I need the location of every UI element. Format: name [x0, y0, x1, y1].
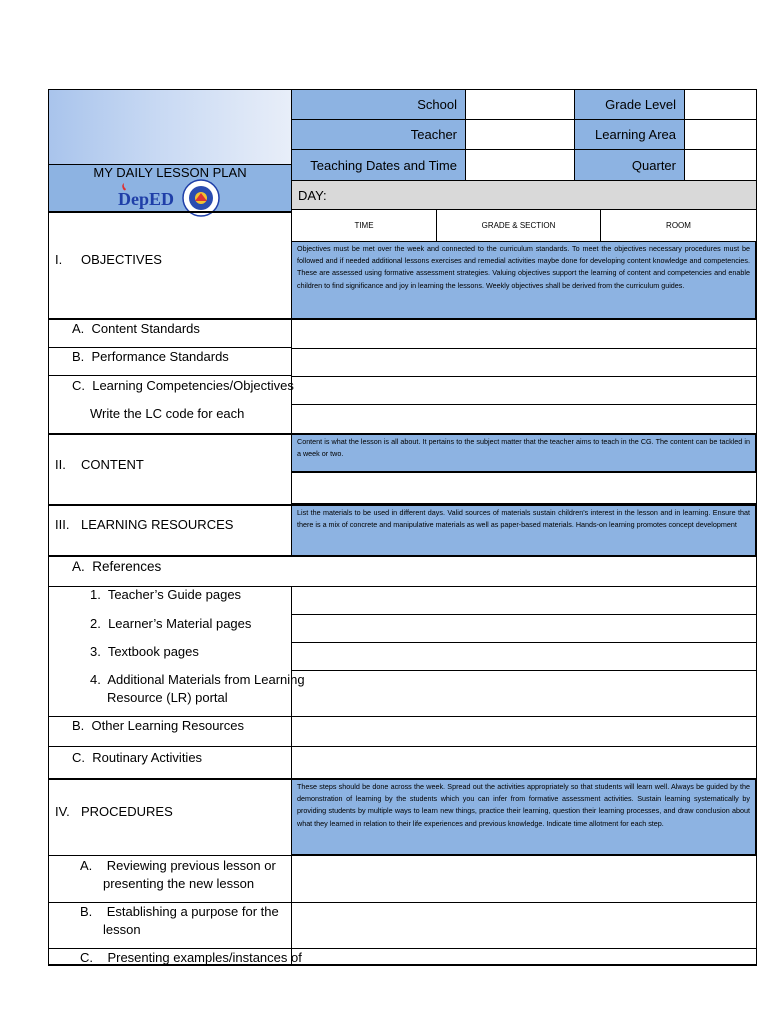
objectives-heading [55, 250, 162, 268]
proc-c-label-1: C. Presenting examples/instances of [80, 949, 302, 965]
content-standards-label: A. Content Standards [72, 320, 200, 336]
learners-material-input[interactable] [291, 614, 757, 643]
learning-area-label-text: Learning Area [595, 127, 676, 142]
objectives-label: OBJECTIVES [81, 251, 162, 267]
learning-area-input[interactable] [684, 119, 757, 150]
day-row [291, 180, 757, 210]
procedures-note: These steps should be done across the week. Spread out the activities appropriately so that students will learn well. Always be guided by the demonstration of learning by the students which you can infer from formative assessment activities. Sustain learning systematically by providing students by multiple ways to learn new things, practice their learning, question their learning processes, and draw conclusion about what they learned in relation to their life experiences and previous knowledge. Indicate time allotment for each step. [291, 778, 757, 856]
learning-competencies-input[interactable] [291, 376, 757, 405]
learning-area-label [574, 119, 685, 150]
time-header [291, 209, 437, 242]
learning-competencies-label: C. Learning Competencies/Objectives [72, 377, 294, 393]
bottom-rule [48, 964, 757, 966]
learning-resources-heading [55, 515, 233, 533]
school-label-text: School [417, 97, 457, 112]
divider [48, 375, 292, 376]
divider [48, 746, 292, 747]
content-input[interactable] [291, 472, 757, 504]
day-label: DAY: [298, 187, 327, 203]
teacher-label-text: Teacher [410, 127, 457, 142]
proc-a-label-2: presenting the new lesson [103, 875, 255, 891]
other-resources-input[interactable] [291, 716, 757, 747]
references-label: A. References [72, 558, 162, 574]
other-resources-label: B. Other Learning Resources [72, 717, 244, 733]
grade-level-input[interactable] [684, 89, 757, 120]
proc-a-label-1: A. Reviewing previous lesson or [80, 857, 276, 873]
quarter-label-text: Quarter [631, 157, 676, 173]
teachers-guide-label: 1. Teacher’s Guide pages [90, 586, 242, 602]
textbook-label: 3. Textbook pages [90, 643, 199, 659]
proc-a-input[interactable] [291, 855, 757, 903]
dates-label-text: Teaching Dates and Time [310, 157, 457, 173]
divider [48, 318, 292, 319]
dates-label [291, 149, 466, 181]
time-header-text: TIME [354, 221, 374, 230]
content-standards-input[interactable] [291, 319, 757, 349]
procedures-heading [55, 802, 173, 820]
performance-standards-label: B. Performance Standards [72, 348, 229, 364]
additional-materials-label-1: 4. Additional Materials from Learning [90, 671, 305, 687]
learning-resources-num: III. [55, 516, 70, 532]
lc-code-label: Write the LC code for each [90, 405, 245, 421]
objectives-note: Objectives must be met over the week and connected to the curriculum standards. To meet the objectives necessary procedures must be followed and if needed additional lessons exercises and remedial activities maybe done for developing content knowledge and competencies. These are assessed using formative assessment strategies. Valuing objectives support the learning of content and competencies and enable children to find significance and joy in learning the lessons. Weekly objectives shall be derived from the curriculum guides. [291, 241, 757, 320]
textbook-input[interactable] [291, 642, 757, 671]
room-header-text: ROOM [666, 221, 691, 230]
grade-level-label-text: Grade Level [605, 97, 676, 112]
header-banner [48, 89, 292, 165]
proc-b-label-1: B. Establishing a purpose for the [80, 903, 279, 919]
teacher-input[interactable] [465, 119, 575, 150]
procedures-num: IV. [55, 803, 70, 819]
grade-section-header-text: GRADE & SECTION [481, 221, 556, 230]
lc-code-input[interactable] [291, 404, 757, 434]
content-num: II. [55, 456, 66, 472]
procedures-label: PROCEDURES [81, 803, 173, 819]
deped-logo-text: DepED [118, 189, 175, 209]
school-label [291, 89, 466, 120]
additional-materials-input[interactable] [291, 670, 757, 717]
quarter-label [574, 149, 685, 181]
content-note: Content is what the lesson is all about. It pertains to the subject matter that the teacher aims to teach in the CG. The content can be tackled in a week or two. [291, 433, 757, 473]
proc-b-input[interactable] [291, 902, 757, 949]
dates-input[interactable] [465, 149, 575, 181]
learning-resources-label: LEARNING RESOURCES [81, 516, 234, 532]
teachers-guide-input[interactable] [291, 586, 757, 615]
quarter-input[interactable] [684, 149, 757, 181]
routinary-input[interactable] [291, 746, 757, 779]
divider [48, 347, 292, 348]
content-heading [55, 455, 144, 473]
additional-materials-label-2: Resource (LR) portal [107, 689, 228, 705]
teacher-label [291, 119, 466, 150]
room-header [600, 209, 757, 242]
proc-b-label-2: lesson [103, 921, 141, 937]
content-label: CONTENT [81, 456, 144, 472]
page-title: MY DAILY LESSON PLAN [93, 165, 247, 180]
school-input[interactable] [465, 89, 575, 120]
grade-section-header [436, 209, 601, 242]
divider [48, 716, 292, 717]
objectives-num: I. [55, 251, 63, 267]
learning-resources-note: List the materials to be used in different days. Valid sources of materials sustain children's interest in the lesson and in learning. Ensure that there is a mix of concrete and manipulative materials as well as paper-based materials. Hands-on learning promotes concept development [291, 504, 757, 557]
routinary-label: C. Routinary Activities [72, 749, 203, 765]
performance-standards-input[interactable] [291, 348, 757, 377]
learners-material-label: 2. Learner’s Material pages [90, 615, 252, 631]
grade-level-label [574, 89, 685, 120]
